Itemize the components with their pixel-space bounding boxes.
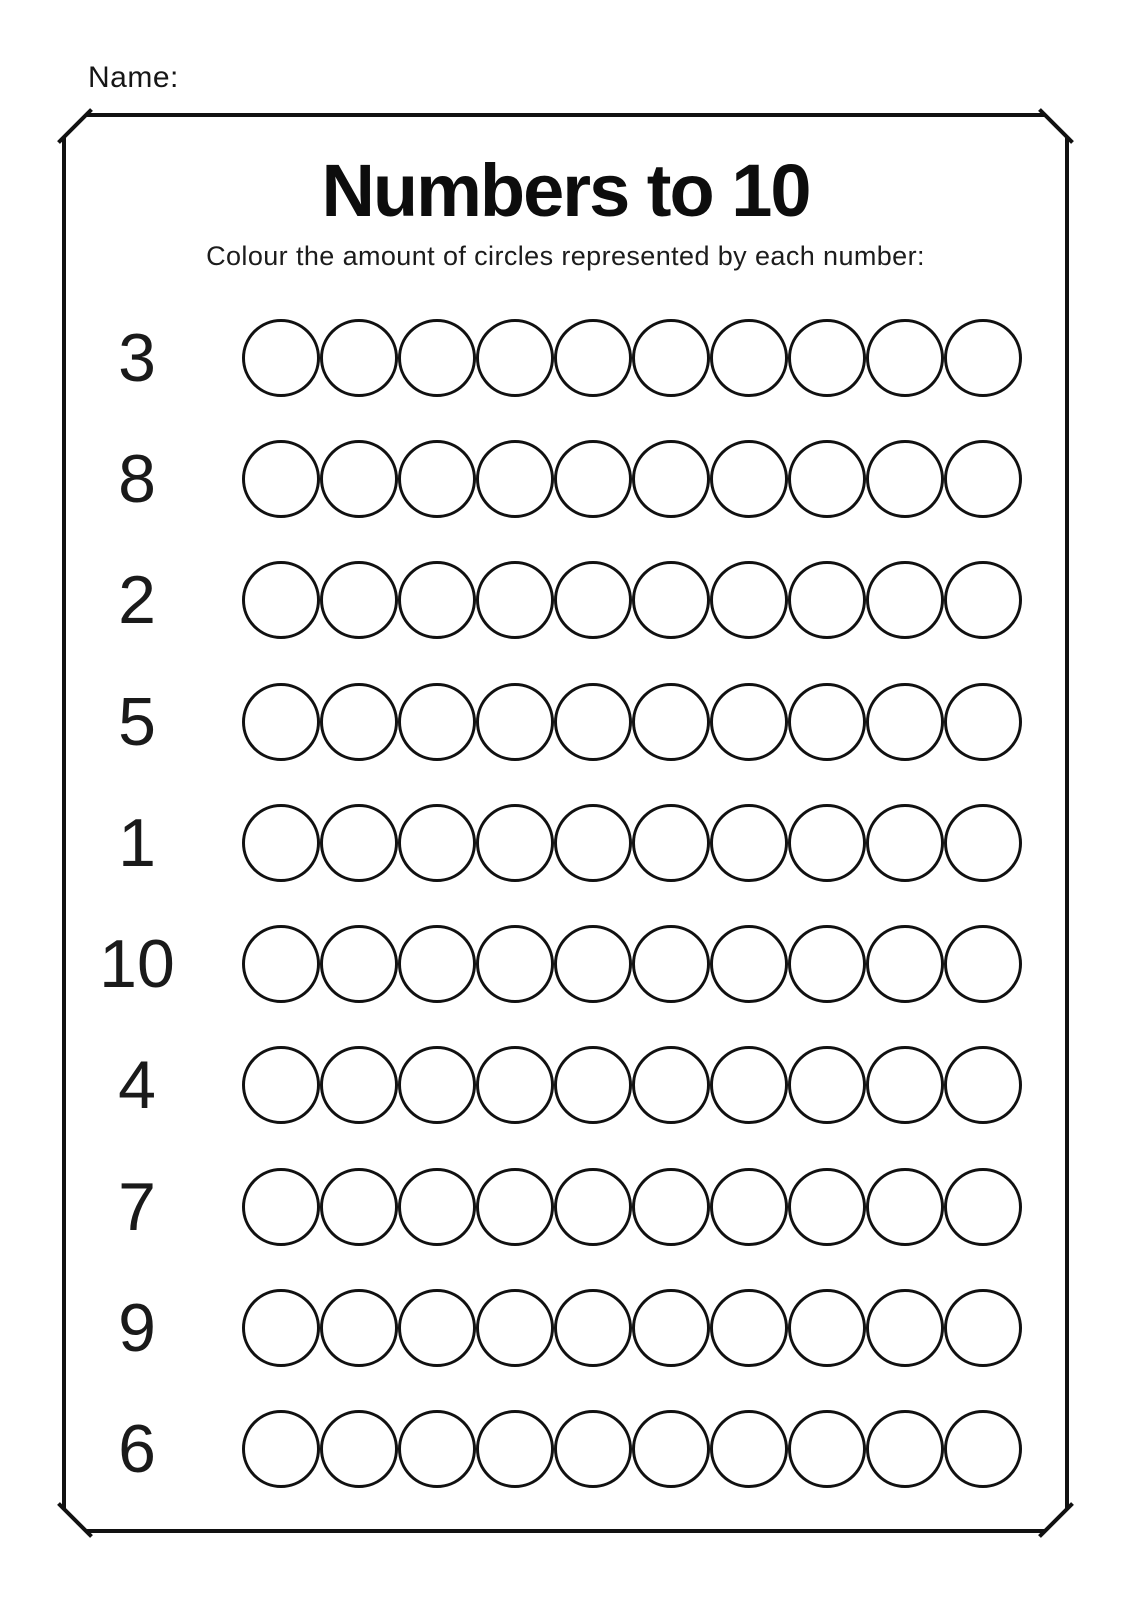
number-row — [62, 782, 1069, 903]
number-row — [62, 1389, 1069, 1510]
colour-circle[interactable] — [710, 925, 788, 1003]
colour-circle[interactable] — [710, 1046, 788, 1124]
colour-circle[interactable] — [632, 319, 710, 397]
colour-circle[interactable] — [398, 440, 476, 518]
colour-circle[interactable] — [320, 804, 398, 882]
colour-circle[interactable] — [398, 683, 476, 761]
colour-circle[interactable] — [320, 440, 398, 518]
colour-circle[interactable] — [242, 1046, 320, 1124]
colour-circle[interactable] — [476, 1289, 554, 1367]
colour-circle[interactable] — [866, 683, 944, 761]
colour-circle[interactable] — [242, 1168, 320, 1246]
row-number-label: 9 — [118, 1290, 156, 1367]
circles — [242, 440, 1022, 518]
colour-circle[interactable] — [632, 440, 710, 518]
colour-circle[interactable] — [320, 925, 398, 1003]
colour-circle[interactable] — [242, 925, 320, 1003]
row-number-label: 10 — [99, 926, 175, 1003]
colour-circle[interactable] — [944, 1289, 1022, 1367]
colour-circle[interactable] — [632, 925, 710, 1003]
colour-circle[interactable] — [320, 1046, 398, 1124]
colour-circle[interactable] — [632, 1289, 710, 1367]
colour-circle[interactable] — [476, 925, 554, 1003]
colour-circle[interactable] — [710, 1289, 788, 1367]
number-row — [62, 418, 1069, 539]
colour-circle[interactable] — [242, 683, 320, 761]
circles — [242, 683, 1022, 761]
colour-circle[interactable] — [242, 561, 320, 639]
colour-circle[interactable] — [710, 440, 788, 518]
colour-circle[interactable] — [398, 1410, 476, 1488]
colour-circle[interactable] — [632, 683, 710, 761]
circles — [242, 1410, 1022, 1488]
colour-circle[interactable] — [320, 319, 398, 397]
colour-circle[interactable] — [788, 1046, 866, 1124]
colour-circle[interactable] — [554, 561, 632, 639]
colour-circle[interactable] — [476, 1046, 554, 1124]
colour-circle[interactable] — [866, 1410, 944, 1488]
colour-circle[interactable] — [554, 1410, 632, 1488]
colour-circle[interactable] — [476, 683, 554, 761]
colour-circle[interactable] — [398, 1046, 476, 1124]
colour-circle[interactable] — [320, 1168, 398, 1246]
colour-circle[interactable] — [710, 804, 788, 882]
number-row — [62, 903, 1069, 1024]
colour-circle[interactable] — [788, 561, 866, 639]
circles — [242, 1289, 1022, 1367]
row-number-label: 6 — [118, 1411, 156, 1488]
colour-circle[interactable] — [788, 319, 866, 397]
colour-circle[interactable] — [554, 1168, 632, 1246]
row-number-label: 8 — [118, 440, 156, 517]
page-title: Numbers to 10 — [321, 149, 810, 232]
instructions-text: Colour the amount of circles represented by each number: — [206, 241, 925, 271]
row-number-label: 3 — [118, 319, 156, 396]
row-number-label: 1 — [118, 804, 156, 881]
colour-circle[interactable] — [476, 1410, 554, 1488]
colour-circle[interactable] — [866, 561, 944, 639]
colour-circle[interactable] — [476, 440, 554, 518]
colour-circle[interactable] — [242, 804, 320, 882]
colour-circle[interactable] — [554, 683, 632, 761]
circles — [242, 925, 1022, 1003]
colour-circle[interactable] — [710, 1168, 788, 1246]
row-number-label: 2 — [118, 562, 156, 639]
name-label: Name: — [88, 61, 179, 94]
colour-circle[interactable] — [944, 804, 1022, 882]
colour-circle[interactable] — [398, 804, 476, 882]
colour-circle[interactable] — [398, 925, 476, 1003]
colour-circle[interactable] — [242, 1410, 320, 1488]
colour-circle[interactable] — [242, 319, 320, 397]
colour-circle[interactable] — [398, 1289, 476, 1367]
circles — [242, 561, 1022, 639]
number-row — [62, 1267, 1069, 1388]
colour-circle[interactable] — [632, 1168, 710, 1246]
colour-circle[interactable] — [320, 561, 398, 639]
colour-circle[interactable] — [788, 683, 866, 761]
circles — [242, 1168, 1022, 1246]
colour-circle[interactable] — [320, 1289, 398, 1367]
colour-circle[interactable] — [788, 804, 866, 882]
row-number-label: 5 — [118, 683, 156, 760]
colour-circle[interactable] — [710, 319, 788, 397]
circles — [242, 319, 1022, 397]
colour-circle[interactable] — [554, 804, 632, 882]
colour-circle[interactable] — [710, 561, 788, 639]
colour-circle[interactable] — [554, 440, 632, 518]
colour-circle[interactable] — [554, 319, 632, 397]
colour-circle[interactable] — [476, 561, 554, 639]
colour-circle[interactable] — [398, 319, 476, 397]
colour-circle[interactable] — [788, 440, 866, 518]
colour-circle[interactable] — [944, 1168, 1022, 1246]
colour-circle[interactable] — [476, 1168, 554, 1246]
row-number-label: 7 — [118, 1168, 156, 1245]
colour-circle[interactable] — [944, 319, 1022, 397]
colour-circle[interactable] — [866, 440, 944, 518]
row-number-label: 4 — [118, 1047, 156, 1124]
number-row — [62, 1146, 1069, 1267]
colour-circle[interactable] — [788, 1168, 866, 1246]
colour-circle[interactable] — [944, 683, 1022, 761]
colour-circle[interactable] — [476, 319, 554, 397]
number-row — [62, 297, 1069, 418]
colour-circle[interactable] — [944, 1410, 1022, 1488]
colour-circle[interactable] — [242, 1289, 320, 1367]
colour-circle[interactable] — [788, 1289, 866, 1367]
number-row — [62, 1025, 1069, 1146]
colour-circle[interactable] — [944, 925, 1022, 1003]
circles — [242, 1046, 1022, 1124]
colour-circle[interactable] — [866, 925, 944, 1003]
colour-circle[interactable] — [320, 683, 398, 761]
colour-circle[interactable] — [944, 561, 1022, 639]
colour-circle[interactable] — [476, 804, 554, 882]
circles — [242, 804, 1022, 882]
colour-circle[interactable] — [632, 1046, 710, 1124]
colour-circle[interactable] — [944, 1046, 1022, 1124]
colour-circle[interactable] — [554, 1289, 632, 1367]
colour-circle[interactable] — [710, 1410, 788, 1488]
colour-circle[interactable] — [866, 804, 944, 882]
colour-circle[interactable] — [554, 925, 632, 1003]
number-row — [62, 540, 1069, 661]
colour-circle[interactable] — [788, 1410, 866, 1488]
colour-circle[interactable] — [398, 1168, 476, 1246]
colour-circle[interactable] — [788, 925, 866, 1003]
colour-circle[interactable] — [866, 319, 944, 397]
colour-circle[interactable] — [944, 440, 1022, 518]
number-row — [62, 661, 1069, 782]
colour-circle[interactable] — [398, 561, 476, 639]
colour-circle[interactable] — [866, 1046, 944, 1124]
colour-circle[interactable] — [632, 1410, 710, 1488]
colour-circle[interactable] — [866, 1289, 944, 1367]
colour-circle[interactable] — [554, 1046, 632, 1124]
colour-circle[interactable] — [320, 1410, 398, 1488]
rows — [62, 297, 1069, 1510]
colour-circle[interactable] — [632, 561, 710, 639]
colour-circle[interactable] — [632, 804, 710, 882]
colour-circle[interactable] — [866, 1168, 944, 1246]
colour-circle[interactable] — [242, 440, 320, 518]
colour-circle[interactable] — [710, 683, 788, 761]
